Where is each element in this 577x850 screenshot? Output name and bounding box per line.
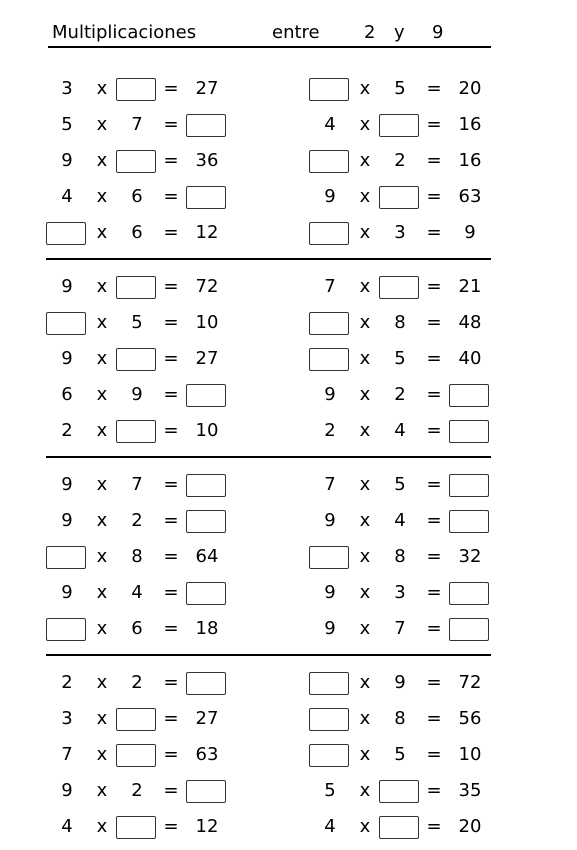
factor-1: 4 <box>324 816 336 837</box>
factor-2: 2 <box>394 384 406 405</box>
equation-left <box>46 576 236 612</box>
product: 16 <box>458 150 482 171</box>
exercise-row <box>46 504 491 540</box>
factor-1: 9 <box>324 510 336 531</box>
product: 20 <box>458 78 482 99</box>
exercise-row <box>46 576 491 612</box>
equation-right <box>309 810 499 846</box>
times-sign: x <box>96 420 108 441</box>
product: 36 <box>195 150 219 171</box>
exercise-section <box>46 468 491 648</box>
factor-1: 5 <box>61 114 73 135</box>
exercise-row <box>46 666 491 702</box>
equals-sign: = <box>163 78 179 99</box>
factor-1: 7 <box>61 744 73 765</box>
exercise-sheet <box>46 72 491 846</box>
equals-sign: = <box>426 348 442 369</box>
answer-box[interactable] <box>186 510 226 533</box>
factor-2: 6 <box>131 186 143 207</box>
times-sign: x <box>359 582 371 603</box>
answer-box[interactable] <box>116 78 156 101</box>
times-sign: x <box>96 150 108 171</box>
exercise-section <box>46 270 491 450</box>
equals-sign: = <box>163 420 179 441</box>
times-sign: x <box>96 708 108 729</box>
equation-left <box>46 504 236 540</box>
product: 27 <box>195 78 219 99</box>
equation-right <box>309 612 499 648</box>
product: 10 <box>195 312 219 333</box>
equals-sign: = <box>426 78 442 99</box>
times-sign: x <box>359 546 371 567</box>
factor-2: 5 <box>394 78 406 99</box>
equals-sign: = <box>426 186 442 207</box>
factor-1: 6 <box>61 384 73 405</box>
factor-2: 2 <box>394 150 406 171</box>
equals-sign: = <box>426 276 442 297</box>
equals-sign: = <box>426 312 442 333</box>
answer-box[interactable] <box>449 420 489 443</box>
answer-box[interactable] <box>46 618 86 641</box>
equals-sign: = <box>163 510 179 531</box>
times-sign: x <box>96 78 108 99</box>
equals-sign: = <box>426 546 442 567</box>
equation-left <box>46 144 236 180</box>
equation-right <box>309 216 499 252</box>
answer-box[interactable] <box>186 582 226 605</box>
factor-1: 9 <box>61 510 73 531</box>
factor-1: 9 <box>324 618 336 639</box>
factor-1: 9 <box>61 150 73 171</box>
factor-2: 7 <box>131 474 143 495</box>
equation-left <box>46 468 236 504</box>
equals-sign: = <box>426 618 442 639</box>
equation-right <box>309 702 499 738</box>
answer-box[interactable] <box>309 672 349 695</box>
equals-sign: = <box>426 420 442 441</box>
exercise-row <box>46 144 491 180</box>
equals-sign: = <box>426 744 442 765</box>
times-sign: x <box>96 222 108 243</box>
factor-2: 4 <box>131 582 143 603</box>
times-sign: x <box>359 276 371 297</box>
equals-sign: = <box>426 474 442 495</box>
equals-sign: = <box>426 384 442 405</box>
times-sign: x <box>96 276 108 297</box>
times-sign: x <box>359 312 371 333</box>
equation-right <box>309 414 499 450</box>
exercise-row <box>46 270 491 306</box>
factor-1: 2 <box>61 420 73 441</box>
answer-box[interactable] <box>309 348 349 371</box>
exercise-section <box>46 666 491 846</box>
factor-2: 2 <box>131 510 143 531</box>
factor-1: 4 <box>61 186 73 207</box>
times-sign: x <box>96 816 108 837</box>
answer-box[interactable] <box>379 276 419 299</box>
factor-2: 9 <box>131 384 143 405</box>
product: 63 <box>195 744 219 765</box>
equation-right <box>309 666 499 702</box>
header-min-number: 2 <box>364 22 376 43</box>
answer-box[interactable] <box>449 618 489 641</box>
equation-left <box>46 342 236 378</box>
answer-box[interactable] <box>379 114 419 137</box>
factor-1: 5 <box>324 780 336 801</box>
equals-sign: = <box>426 150 442 171</box>
product: 12 <box>195 816 219 837</box>
equation-left <box>46 216 236 252</box>
product: 32 <box>458 546 482 567</box>
times-sign: x <box>96 582 108 603</box>
product: 63 <box>458 186 482 207</box>
equals-sign: = <box>163 546 179 567</box>
section-divider <box>46 450 491 468</box>
equals-sign: = <box>163 582 179 603</box>
product: 40 <box>458 348 482 369</box>
product: 64 <box>195 546 219 567</box>
header-y: y <box>394 22 405 43</box>
times-sign: x <box>96 114 108 135</box>
product: 18 <box>195 618 219 639</box>
times-sign: x <box>96 618 108 639</box>
equals-sign: = <box>163 708 179 729</box>
equals-sign: = <box>163 672 179 693</box>
equals-sign: = <box>426 816 442 837</box>
factor-2: 8 <box>394 546 406 567</box>
exercise-row <box>46 774 491 810</box>
exercise-row <box>46 702 491 738</box>
equation-right <box>309 378 499 414</box>
equals-sign: = <box>426 708 442 729</box>
factor-2: 2 <box>131 780 143 801</box>
product: 16 <box>458 114 482 135</box>
product: 56 <box>458 708 482 729</box>
product: 72 <box>195 276 219 297</box>
times-sign: x <box>96 672 108 693</box>
factor-2: 6 <box>131 222 143 243</box>
factor-2: 7 <box>394 618 406 639</box>
times-sign: x <box>359 744 371 765</box>
times-sign: x <box>359 474 371 495</box>
factor-1: 9 <box>61 474 73 495</box>
times-sign: x <box>359 618 371 639</box>
factor-1: 2 <box>61 672 73 693</box>
exercise-row <box>46 738 491 774</box>
times-sign: x <box>96 312 108 333</box>
exercise-section <box>46 72 491 252</box>
times-sign: x <box>359 708 371 729</box>
product: 27 <box>195 708 219 729</box>
equals-sign: = <box>426 780 442 801</box>
times-sign: x <box>359 672 371 693</box>
times-sign: x <box>359 384 371 405</box>
answer-box[interactable] <box>186 474 226 497</box>
header-entre: entre <box>272 22 320 43</box>
answer-box[interactable] <box>449 474 489 497</box>
factor-2: 3 <box>394 582 406 603</box>
factor-1: 9 <box>324 186 336 207</box>
answer-box[interactable] <box>116 150 156 173</box>
equation-right <box>309 738 499 774</box>
factor-2: 5 <box>131 312 143 333</box>
equals-sign: = <box>163 186 179 207</box>
product: 21 <box>458 276 482 297</box>
equation-left <box>46 72 236 108</box>
product: 12 <box>195 222 219 243</box>
answer-box[interactable] <box>186 672 226 695</box>
times-sign: x <box>359 150 371 171</box>
answer-box[interactable] <box>186 384 226 407</box>
answer-box[interactable] <box>116 276 156 299</box>
product: 48 <box>458 312 482 333</box>
product: 72 <box>458 672 482 693</box>
factor-2: 8 <box>131 546 143 567</box>
answer-box[interactable] <box>309 150 349 173</box>
times-sign: x <box>96 474 108 495</box>
answer-box[interactable] <box>449 384 489 407</box>
factor-2: 5 <box>394 348 406 369</box>
answer-box[interactable] <box>309 546 349 569</box>
exercise-row <box>46 468 491 504</box>
equation-right <box>309 504 499 540</box>
factor-1: 2 <box>324 420 336 441</box>
times-sign: x <box>96 744 108 765</box>
answer-box[interactable] <box>309 312 349 335</box>
equals-sign: = <box>426 114 442 135</box>
equation-right <box>309 72 499 108</box>
answer-box[interactable] <box>46 546 86 569</box>
exercise-row <box>46 306 491 342</box>
exercise-row <box>46 612 491 648</box>
equation-left <box>46 612 236 648</box>
times-sign: x <box>96 510 108 531</box>
exercise-row <box>46 108 491 144</box>
answer-box[interactable] <box>116 708 156 731</box>
answer-box[interactable] <box>116 744 156 767</box>
equation-right <box>309 306 499 342</box>
factor-1: 7 <box>324 474 336 495</box>
equation-left <box>46 702 236 738</box>
answer-box[interactable] <box>116 348 156 371</box>
equals-sign: = <box>163 276 179 297</box>
times-sign: x <box>359 78 371 99</box>
factor-1: 7 <box>324 276 336 297</box>
factor-2: 5 <box>394 744 406 765</box>
worksheet-header <box>48 20 491 48</box>
equation-left <box>46 810 236 846</box>
product: 35 <box>458 780 482 801</box>
answer-box[interactable] <box>116 816 156 839</box>
equals-sign: = <box>163 348 179 369</box>
equals-sign: = <box>163 780 179 801</box>
answer-box[interactable] <box>379 780 419 803</box>
equation-left <box>46 540 236 576</box>
exercise-row <box>46 72 491 108</box>
header-max-number: 9 <box>432 22 444 43</box>
equals-sign: = <box>163 114 179 135</box>
factor-1: 9 <box>324 384 336 405</box>
exercise-row <box>46 378 491 414</box>
exercise-row <box>46 810 491 846</box>
equation-left <box>46 180 236 216</box>
factor-2: 2 <box>131 672 143 693</box>
equals-sign: = <box>163 312 179 333</box>
times-sign: x <box>96 780 108 801</box>
equals-sign: = <box>163 222 179 243</box>
factor-2: 8 <box>394 708 406 729</box>
section-divider <box>46 648 491 666</box>
product: 10 <box>458 744 482 765</box>
answer-box[interactable] <box>309 708 349 731</box>
answer-box[interactable] <box>46 312 86 335</box>
equals-sign: = <box>426 582 442 603</box>
factor-1: 9 <box>61 780 73 801</box>
exercise-row <box>46 540 491 576</box>
equation-right <box>309 144 499 180</box>
equation-left <box>46 666 236 702</box>
equals-sign: = <box>163 744 179 765</box>
factor-2: 5 <box>394 474 406 495</box>
answer-box[interactable] <box>379 816 419 839</box>
times-sign: x <box>96 546 108 567</box>
equation-left <box>46 414 236 450</box>
product: 27 <box>195 348 219 369</box>
times-sign: x <box>359 780 371 801</box>
answer-box[interactable] <box>379 186 419 209</box>
answer-box[interactable] <box>449 582 489 605</box>
product: 9 <box>464 222 476 243</box>
times-sign: x <box>96 348 108 369</box>
equation-left <box>46 306 236 342</box>
times-sign: x <box>359 816 371 837</box>
factor-1: 9 <box>61 582 73 603</box>
times-sign: x <box>359 114 371 135</box>
section-divider <box>46 252 491 270</box>
equation-left <box>46 270 236 306</box>
answer-box[interactable] <box>186 114 226 137</box>
equation-left <box>46 738 236 774</box>
times-sign: x <box>359 510 371 531</box>
times-sign: x <box>359 222 371 243</box>
equals-sign: = <box>163 474 179 495</box>
factor-1: 9 <box>61 276 73 297</box>
equals-sign: = <box>163 150 179 171</box>
factor-1: 3 <box>61 78 73 99</box>
answer-box[interactable] <box>449 510 489 533</box>
times-sign: x <box>96 384 108 405</box>
factor-1: 4 <box>61 816 73 837</box>
answer-box[interactable] <box>309 222 349 245</box>
equals-sign: = <box>163 384 179 405</box>
answer-box[interactable] <box>186 780 226 803</box>
factor-1: 9 <box>61 348 73 369</box>
equation-right <box>309 180 499 216</box>
equation-right <box>309 342 499 378</box>
factor-1: 4 <box>324 114 336 135</box>
exercise-row <box>46 216 491 252</box>
factor-2: 3 <box>394 222 406 243</box>
factor-2: 8 <box>394 312 406 333</box>
equals-sign: = <box>163 618 179 639</box>
equation-right <box>309 108 499 144</box>
factor-2: 4 <box>394 420 406 441</box>
equals-sign: = <box>163 816 179 837</box>
factor-2: 7 <box>131 114 143 135</box>
answer-box[interactable] <box>309 744 349 767</box>
answer-box[interactable] <box>309 78 349 101</box>
equation-left <box>46 378 236 414</box>
product: 10 <box>195 420 219 441</box>
times-sign: x <box>359 420 371 441</box>
times-sign: x <box>359 348 371 369</box>
equation-left <box>46 774 236 810</box>
exercise-row <box>46 414 491 450</box>
exercise-row <box>46 342 491 378</box>
exercise-row <box>46 180 491 216</box>
equation-right <box>309 468 499 504</box>
worksheet-title: Multiplicaciones <box>52 22 197 43</box>
product: 20 <box>458 816 482 837</box>
equals-sign: = <box>426 222 442 243</box>
answer-box[interactable] <box>116 420 156 443</box>
answer-box[interactable] <box>186 186 226 209</box>
factor-2: 4 <box>394 510 406 531</box>
equation-right <box>309 576 499 612</box>
times-sign: x <box>96 186 108 207</box>
factor-1: 9 <box>324 582 336 603</box>
equation-right <box>309 540 499 576</box>
answer-box[interactable] <box>46 222 86 245</box>
equation-right <box>309 270 499 306</box>
factor-2: 9 <box>394 672 406 693</box>
factor-2: 6 <box>131 618 143 639</box>
equals-sign: = <box>426 510 442 531</box>
equation-right <box>309 774 499 810</box>
equation-left <box>46 108 236 144</box>
equals-sign: = <box>426 672 442 693</box>
factor-1: 3 <box>61 708 73 729</box>
times-sign: x <box>359 186 371 207</box>
